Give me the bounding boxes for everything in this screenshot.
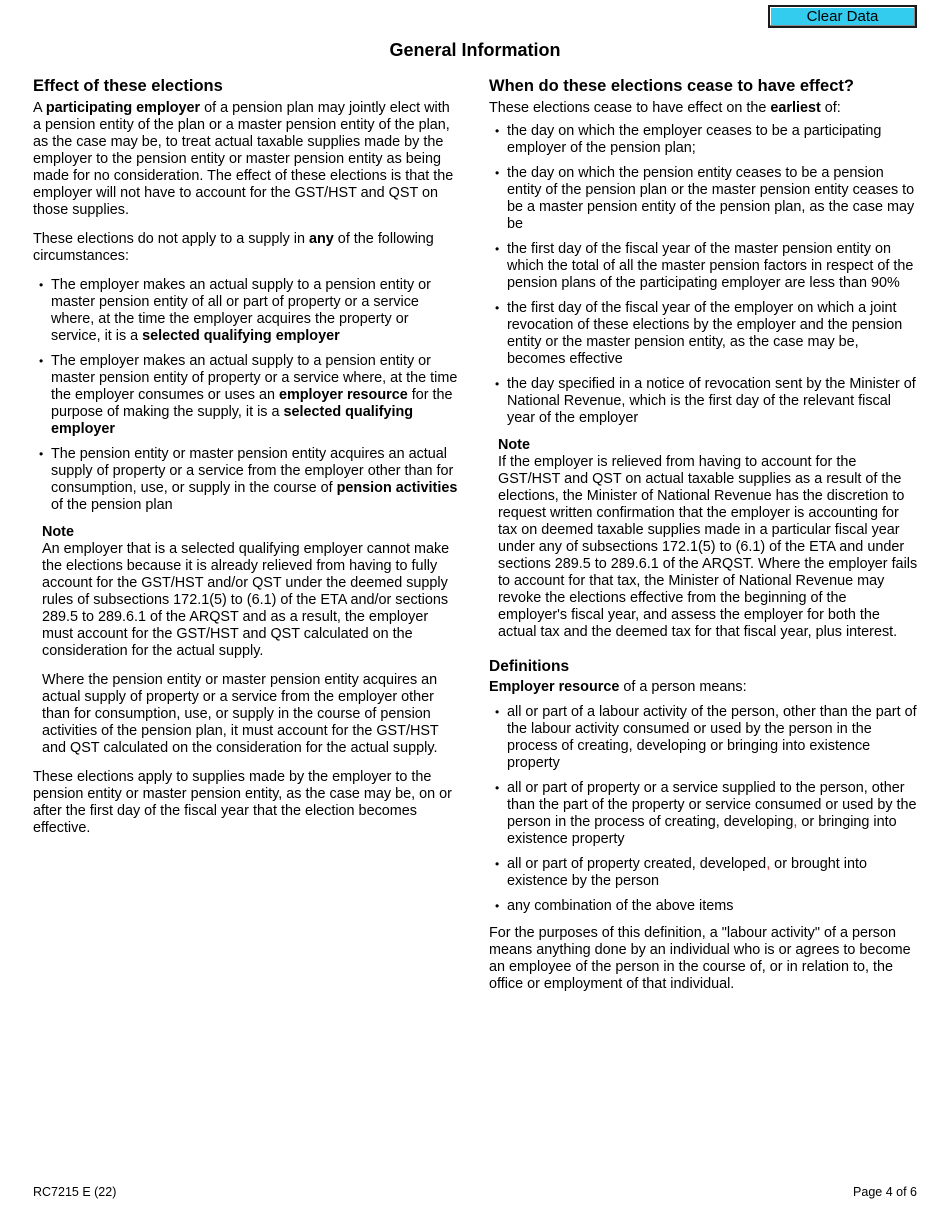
section-heading-effect: Effect of these elections (33, 77, 223, 95)
list-item: • all or part of a labour activity of the person, other than the part of the labour activity consumed or used by the person in the process of creating, developing or bringing into existence property (489, 704, 919, 772)
list-item: • The employer makes an actual supply to a pension entity or master pension entity of property or a service where, at the time the employer consumes or uses an employer resource for the purpose of making the supply, it is a selected qualifying employer (33, 353, 461, 438)
section-heading-definitions: Definitions (489, 658, 570, 675)
note-heading: Note (498, 437, 530, 453)
note-paragraph: If the employer is relieved from having to account for the GST/HST and QST on actual taxable supplies as a result of the elections, the Minister of National Revenue has the discretion to request written confirmation that the employer is accounting for tax on deemed taxable supplies made in a particular fiscal year under any of subsections 172.1(5) to (6.1) of the ETA and under sections 289.5 to 289.6.1 of the ARQST. Where the employer fails to account for that tax, the Minister of National Revenue may revoke the elections effective from the beginning of the employer's fiscal year, and assess the employer for both the actual tax and the deemed tax for that fiscal year, plus interest. (498, 454, 918, 640)
cease-list (489, 123, 919, 427)
note-block (498, 437, 919, 641)
paragraph-circumstances: These elections do not apply to a supply in any of the following circumstances: (33, 231, 434, 264)
list-item: • the day on which the employer ceases to be a participating employer of the pension plan; (489, 123, 919, 157)
page-number: Page 4 of 6 (853, 1185, 917, 1199)
paragraph-participating-employer: A participating employer of a pension plan may jointly elect with a pension entity of the plan or a master pension entity of the plan, as the case may be, to treat actual taxable supplies made by the employer to the pension entity or master pension entity as being made for no consideration. The effect of these elections is that the employer will not have to account for the GST/HST and QST on those supplies. (33, 100, 454, 218)
list-item: • The employer makes an actual supply to a pension entity or master pension entity of all or part of property or a service where, at the time the employer acquires the property or service, it is a selected qualifying employer (33, 277, 461, 345)
form-identifier: RC7215 E (22) (33, 1185, 117, 1199)
left-column (33, 76, 461, 849)
list-item: • the first day of the fiscal year of the master pension entity on which the total of all the master pension factors in respect of the pension plans of the participating employer are less than 90% (489, 241, 919, 292)
paragraph-elections-apply: These elections apply to supplies made by the employer to the pension entity or master pension entity, as the case may be, on or after the first day of the fiscal year that the election becomes effective. (33, 769, 452, 836)
list-item: • The pension entity or master pension entity acquires an actual supply of property or a service from the employer other than for consumption, use, or supply in the course of pension activities of the pension plan (33, 446, 461, 514)
list-item: • the first day of the fiscal year of the employer on which a joint revocation of these elections by the employer and the pension entity or the master pension entity, as the case may be, becomes effective (489, 300, 919, 368)
right-column (489, 76, 919, 1005)
definitions-list (489, 704, 919, 915)
list-item: • the day on which the pension entity ceases to be a pension entity of the pension plan or the master pension entity ceases to be a master pension entity of the pension plan, as the case may be (489, 165, 919, 233)
clear-data-button[interactable]: Clear Data (768, 5, 917, 28)
paragraph-labour-activity: For the purposes of this definition, a "labour activity" of a person means anything done by an individual who is or agrees to become an employee of the person in the course of, or in relation to, the office or employment of that individual. (489, 925, 911, 992)
note-heading: Note (42, 524, 74, 540)
list-item: • the day specified in a notice of revocation sent by the Minister of National Revenue, which is the first day of the relevant fiscal year of the employer (489, 376, 919, 427)
list-item: • any combination of the above items (489, 898, 919, 915)
list-item: • all or part of property or a service supplied to the person, other than the part of the property or service consumed or used by the person in the process of creating, developing, or bringing into existence property (489, 780, 919, 848)
section-heading-cease: When do these elections cease to have effect? (489, 77, 854, 95)
note-paragraph: Where the pension entity or master pension entity acquires an actual supply of property or a service from the employer other than for consumption, use, or supply in the course of pension activities of the pension plan, it must account for the GST/HST and QST calculated on the consideration for the actual supply. (42, 672, 439, 756)
circumstances-list (33, 277, 461, 514)
note-block (42, 524, 461, 757)
note-paragraph: An employer that is a selected qualifying employer cannot make the elections because it is already relieved from having to fully account for the GST/HST and/or QST under the deemed supply rules of subsections 172.1(5) to (6.1) of the ETA and/or sections 289.5 to 289.6.1 of the ARQST and as a result, the employer must account for the GST/HST and QST calculated on the consideration for the actual supply. (42, 541, 450, 659)
definition-intro: Employer resource of a person means: (489, 679, 747, 695)
paragraph-cease-intro: These elections cease to have effect on the earliest of: (489, 100, 841, 116)
list-item: • all or part of property created, developed, or brought into existence by the person (489, 856, 919, 890)
page-title: General Information (389, 40, 561, 60)
